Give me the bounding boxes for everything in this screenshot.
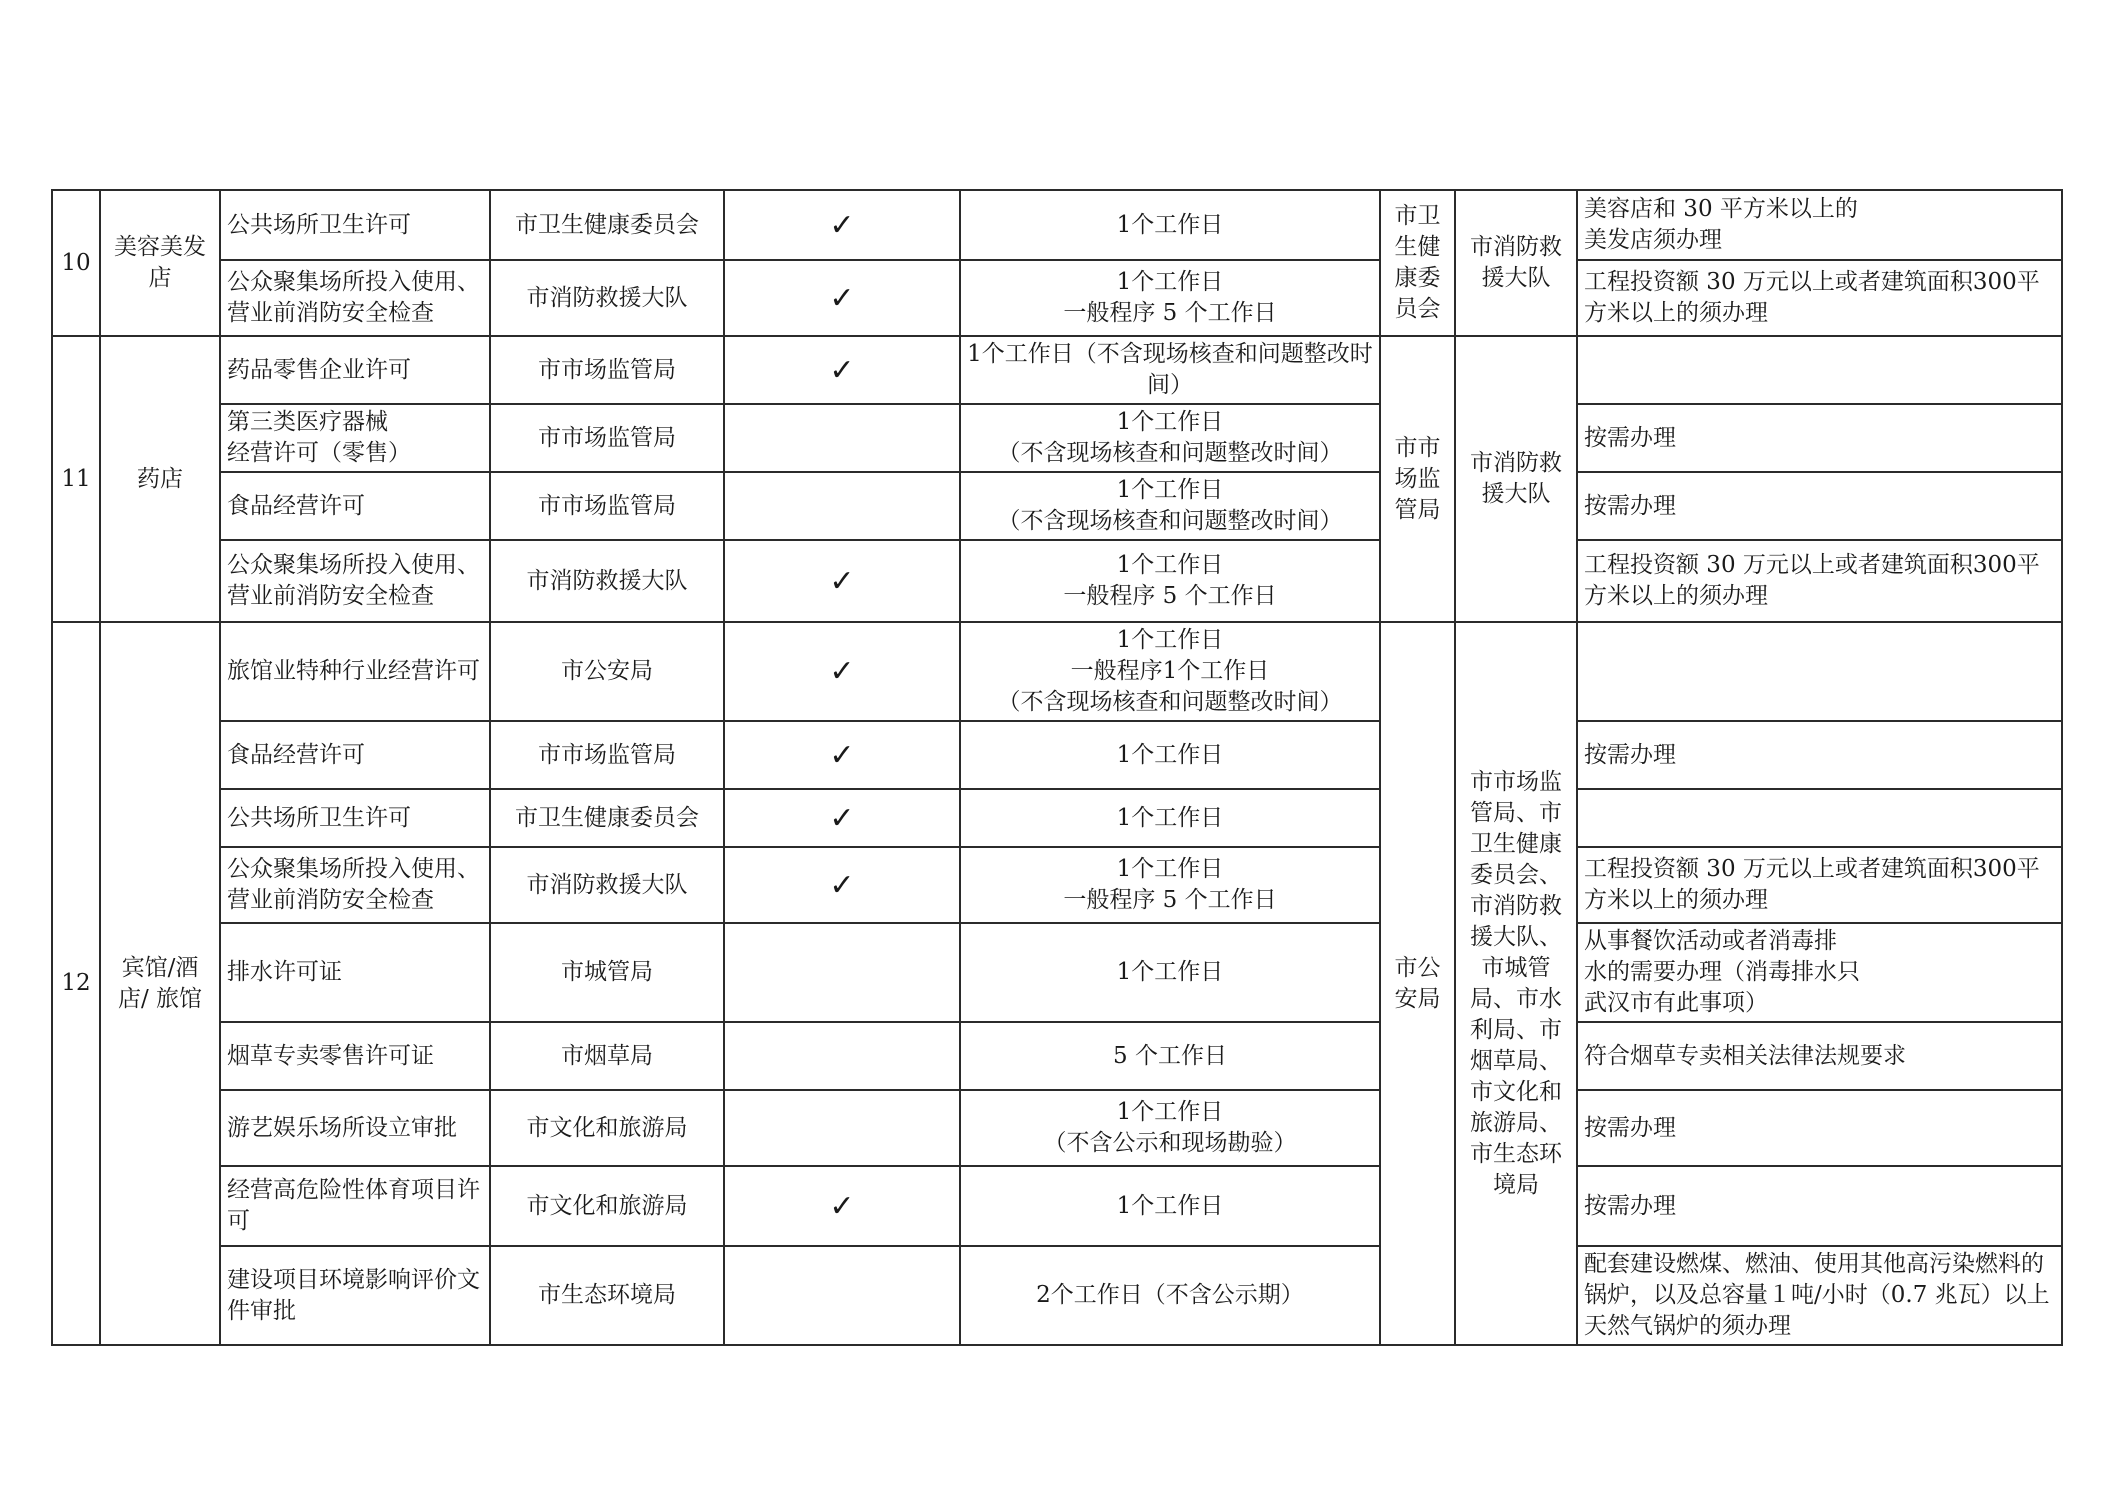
- authority-cell: 市城管局: [490, 923, 724, 1022]
- authority-cell: 市市场监管局: [490, 336, 724, 404]
- table-row: [52, 1246, 2062, 1345]
- check-mark: ✓: [724, 190, 960, 260]
- table-row: [52, 923, 2062, 1022]
- check-mark: [724, 923, 960, 1022]
- processing-time: 1个工作日: [960, 789, 1380, 847]
- note-cell: 美容店和 30 平方米以上的 美发店须办理: [1577, 190, 2062, 260]
- table-row: [52, 721, 2062, 789]
- processing-time: 1个工作日 （不含现场核查和问题整改时间）: [960, 472, 1380, 540]
- lead-department: 市市场监管局: [1380, 336, 1455, 622]
- table-row: [52, 622, 2062, 721]
- authority-cell: 市文化和旅游局: [490, 1166, 724, 1246]
- item-number: 11: [52, 336, 100, 622]
- coordinating-department: 市消防救援大队: [1455, 336, 1577, 622]
- lead-department: 市卫生健康委员会: [1380, 190, 1455, 336]
- license-name: 第三类医疗器械 经营许可（零售）: [220, 404, 490, 472]
- processing-time: 1个工作日 一般程序1个工作日 （不含现场核查和问题整改时间）: [960, 622, 1380, 721]
- note-cell: 按需办理: [1577, 472, 2062, 540]
- license-name: 公共场所卫生许可: [220, 789, 490, 847]
- table-row: [52, 789, 2062, 847]
- table-row: [52, 472, 2062, 540]
- authority-cell: 市卫生健康委员会: [490, 190, 724, 260]
- check-mark: [724, 472, 960, 540]
- license-name: 公众聚集场所投入使用、营业前消防安全检查: [220, 260, 490, 336]
- processing-time: 1个工作日（不含现场核查和问题整改时间）: [960, 336, 1380, 404]
- note-cell: 工程投资额 30 万元以上或者建筑面积300平方米以上的须办理: [1577, 260, 2062, 336]
- authority-cell: 市消防救援大队: [490, 540, 724, 622]
- license-name: 经营高危险性体育项目许可: [220, 1166, 490, 1246]
- note-cell: 配套建设燃煤、燃油、使用其他高污染燃料的锅炉，以及总容量１吨/小时（0.7 兆瓦）以上天然气锅炉的须办理: [1577, 1246, 2062, 1345]
- authority-cell: 市消防救援大队: [490, 260, 724, 336]
- coordinating-department: 市市场监管局、市卫生健康委员会、市消防救援大队、市城管局、市水利局、市烟草局、市文化和旅游局、市生态环境局: [1455, 622, 1577, 1345]
- processing-time: 1个工作日 一般程序 5 个工作日: [960, 540, 1380, 622]
- license-name: 药品零售企业许可: [220, 336, 490, 404]
- category-cell: 药店: [100, 336, 220, 622]
- table-row: [52, 1022, 2062, 1090]
- authority-cell: 市市场监管局: [490, 472, 724, 540]
- authority-cell: 市消防救援大队: [490, 847, 724, 923]
- check-mark: [724, 1090, 960, 1166]
- authority-cell: 市市场监管局: [490, 721, 724, 789]
- authority-cell: 市卫生健康委员会: [490, 789, 724, 847]
- processing-time: 1个工作日 一般程序 5 个工作日: [960, 260, 1380, 336]
- table-row: [52, 1166, 2062, 1246]
- table-row: [52, 1090, 2062, 1166]
- table-row: [52, 190, 2062, 260]
- license-name: 公众聚集场所投入使用、营业前消防安全检查: [220, 847, 490, 923]
- check-mark: [724, 1246, 960, 1345]
- check-mark: ✓: [724, 540, 960, 622]
- note-cell: 从事餐饮活动或者消毒排 水的需要办理（消毒排水只 武汉市有此事项）: [1577, 923, 2062, 1022]
- processing-time: 5 个工作日: [960, 1022, 1380, 1090]
- authority-cell: 市生态环境局: [490, 1246, 724, 1345]
- license-name: 建设项目环境影响评价文件审批: [220, 1246, 490, 1345]
- authority-cell: 市文化和旅游局: [490, 1090, 724, 1166]
- authority-cell: 市市场监管局: [490, 404, 724, 472]
- authority-cell: 市公安局: [490, 622, 724, 721]
- license-name: 旅馆业特种行业经营许可: [220, 622, 490, 721]
- item-number: 12: [52, 622, 100, 1345]
- note-cell: 按需办理: [1577, 1166, 2062, 1246]
- category-cell: 宾馆/酒店/ 旅馆: [100, 622, 220, 1345]
- license-name: 公共场所卫生许可: [220, 190, 490, 260]
- table-row: [52, 540, 2062, 622]
- license-name: 公众聚集场所投入使用、营业前消防安全检查: [220, 540, 490, 622]
- table-row: [52, 260, 2062, 336]
- check-mark: ✓: [724, 336, 960, 404]
- approval-items-table: [51, 189, 2063, 1346]
- table-row: [52, 336, 2062, 404]
- note-cell: [1577, 336, 2062, 404]
- lead-department: 市公安局: [1380, 622, 1455, 1345]
- processing-time: 1个工作日 （不含公示和现场勘验）: [960, 1090, 1380, 1166]
- approval-table-page: [51, 189, 2061, 1339]
- check-mark: ✓: [724, 847, 960, 923]
- coordinating-department: 市消防救援大队: [1455, 190, 1577, 336]
- check-mark: ✓: [724, 622, 960, 721]
- note-cell: 符合烟草专卖相关法律法规要求: [1577, 1022, 2062, 1090]
- license-name: 游艺娱乐场所设立审批: [220, 1090, 490, 1166]
- note-cell: [1577, 622, 2062, 721]
- license-name: 食品经营许可: [220, 472, 490, 540]
- category-cell: 美容美发店: [100, 190, 220, 336]
- check-mark: ✓: [724, 1166, 960, 1246]
- check-mark: ✓: [724, 789, 960, 847]
- processing-time: 1个工作日: [960, 190, 1380, 260]
- check-mark: ✓: [724, 721, 960, 789]
- note-cell: 按需办理: [1577, 404, 2062, 472]
- processing-time: 1个工作日 （不含现场核查和问题整改时间）: [960, 404, 1380, 472]
- check-mark: [724, 1022, 960, 1090]
- note-cell: 按需办理: [1577, 721, 2062, 789]
- note-cell: [1577, 789, 2062, 847]
- processing-time: 1个工作日: [960, 923, 1380, 1022]
- authority-cell: 市烟草局: [490, 1022, 724, 1090]
- note-cell: 工程投资额 30 万元以上或者建筑面积300平方米以上的须办理: [1577, 847, 2062, 923]
- table-row: [52, 847, 2062, 923]
- item-number: 10: [52, 190, 100, 336]
- processing-time: 1个工作日: [960, 721, 1380, 789]
- processing-time: 1个工作日: [960, 1166, 1380, 1246]
- check-mark: [724, 404, 960, 472]
- note-cell: 按需办理: [1577, 1090, 2062, 1166]
- processing-time: 2个工作日（不含公示期）: [960, 1246, 1380, 1345]
- license-name: 烟草专卖零售许可证: [220, 1022, 490, 1090]
- check-mark: ✓: [724, 260, 960, 336]
- table-row: [52, 404, 2062, 472]
- license-name: 排水许可证: [220, 923, 490, 1022]
- license-name: 食品经营许可: [220, 721, 490, 789]
- note-cell: 工程投资额 30 万元以上或者建筑面积300平方米以上的须办理: [1577, 540, 2062, 622]
- processing-time: 1个工作日 一般程序 5 个工作日: [960, 847, 1380, 923]
